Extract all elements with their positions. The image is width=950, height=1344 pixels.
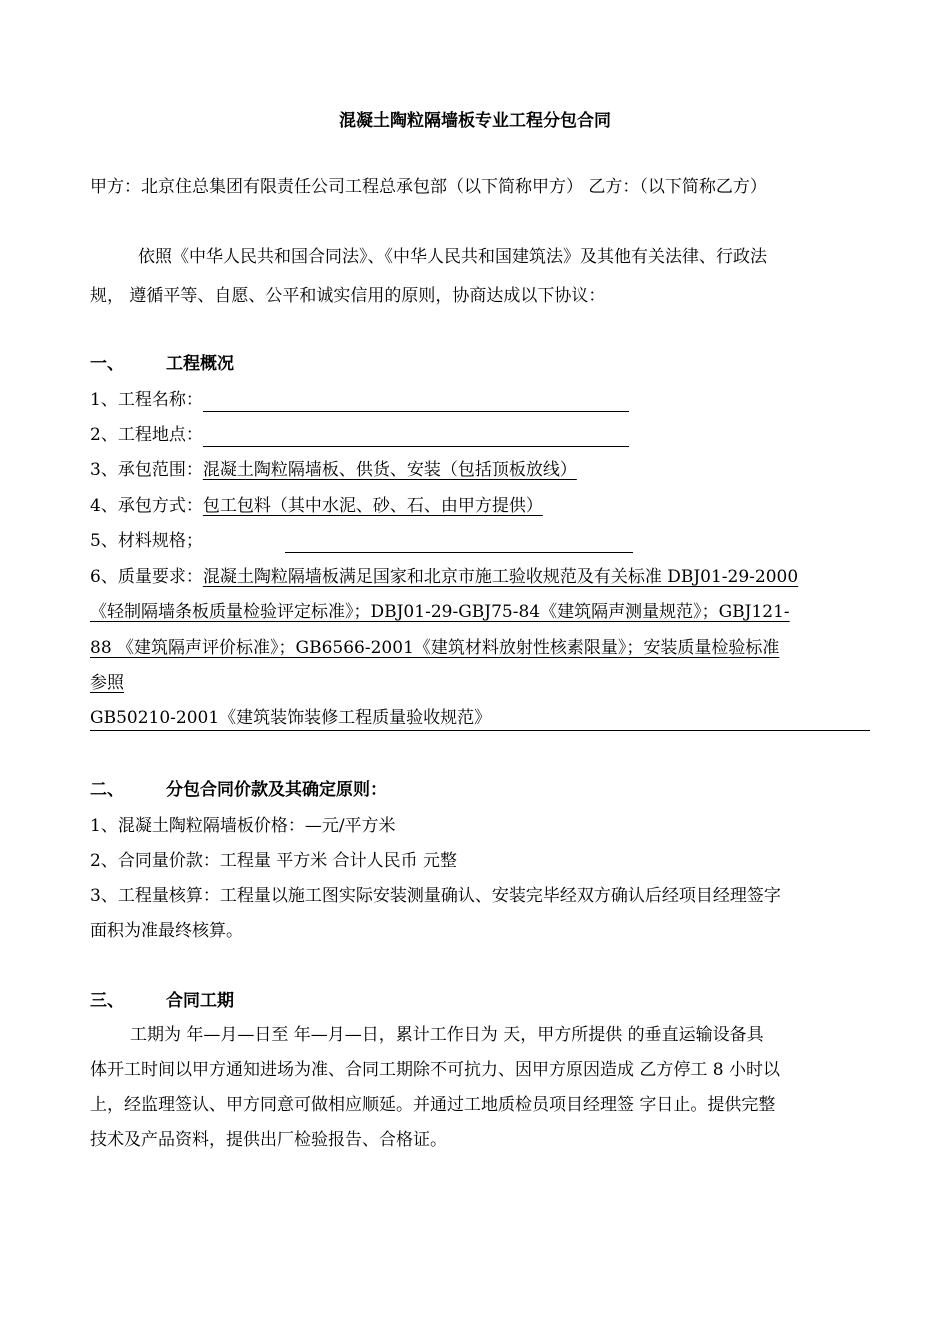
quality-line-3: 88 《建筑隔声评价标准》；GB6566-2001《建筑材料放射性核素限量》；安装质量检验标准 xyxy=(90,638,780,658)
section-2-number: 二、 xyxy=(90,780,124,800)
section-1-title: 工程概况 xyxy=(166,354,234,374)
project-name-blank xyxy=(203,391,629,412)
section-1-heading xyxy=(90,352,234,376)
item-quality-requirements xyxy=(90,565,798,589)
section-3-heading xyxy=(90,989,234,1013)
preamble-line-2: 规， 遵循平等、自愿、公平和诚实信用的原则，协商达成以下协议： xyxy=(90,286,606,306)
quality-label: 6、质量要求： xyxy=(90,567,203,587)
scope-label: 3、承包范围： xyxy=(90,460,203,480)
price-item-3-line-2: 面积为准最终核算。 xyxy=(90,921,243,941)
item-scope xyxy=(90,458,577,482)
project-location-label: 2、工程地点： xyxy=(90,425,203,445)
section-1-number: 一、 xyxy=(90,354,124,374)
quality-underline-rule xyxy=(90,730,870,731)
section-2-title: 分包合同价款及其确定原则： xyxy=(166,780,387,800)
price-item-3-line-1: 3、工程量核算：工程量以施工图实际安装测量确认、安装完毕经双方确认后经项目经理签字 xyxy=(90,886,781,906)
section-3-title: 合同工期 xyxy=(166,991,234,1011)
section-2-heading xyxy=(90,778,387,802)
section-3-number: 三、 xyxy=(90,991,124,1011)
contract-mode-value: 包工包料（其中水泥、砂、石、由甲方提供） xyxy=(202,496,543,516)
quality-line-2: 《轻制隔墙条板质量检验评定标准》；DBJ01-29-GBJ75-84《建筑隔声测量规范》；GBJ121- xyxy=(90,602,790,622)
schedule-line-3: 上，经监理签认、甲方同意可做相应顺延。并通过工地质检员项目经理签 字日止。提供完整 xyxy=(90,1095,776,1115)
item-material-spec xyxy=(90,529,633,553)
document-title: 混凝土陶粒隔墙板专业工程分包合同 xyxy=(339,111,611,131)
project-name-label: 1、工程名称： xyxy=(90,390,203,410)
item-project-location xyxy=(90,423,629,447)
contract-mode-label: 4、承包方式： xyxy=(90,496,203,516)
quality-line-1: 混凝土陶粒隔墙板满足国家和北京市施工验收规范及有关标准 DBJ01-29-2000 xyxy=(202,567,799,587)
parties-line: 甲方：北京住总集团有限责任公司工程总承包部（以下简称甲方） 乙方：（以下简称乙方） xyxy=(90,177,767,197)
item-project-name xyxy=(90,388,629,412)
material-spec-label: 5、材料规格； xyxy=(90,531,203,551)
price-item-2: 2、合同量价款：工程量 平方米 合计人民币 元整 xyxy=(90,851,458,871)
preamble-line-1: 依照《中华人民共和国合同法》、《中华人民共和国建筑法》及其他有关法律、行政法 xyxy=(138,247,767,267)
schedule-line-2: 体开工时间以甲方通知进场为准、合同工期除不可抗力、因甲方原因造成 乙方停工 8 小时以 xyxy=(90,1060,781,1080)
quality-line-4: 参照 xyxy=(90,673,124,693)
material-spec-blank xyxy=(285,532,633,553)
project-location-blank xyxy=(203,426,629,447)
scope-value: 混凝土陶粒隔墙板、供货、安装（包括顶板放线） xyxy=(202,460,577,480)
schedule-line-4: 技术及产品资料，提供出厂检验报告、合格证。 xyxy=(90,1130,447,1150)
quality-line-5: GB50210-2001《建筑装饰装修工程质量验收规范》 xyxy=(90,708,492,728)
schedule-line-1: 工期为 年—月—日至 年—月—日，累计工作日为 天，甲方所提供 的垂直运输设备具 xyxy=(130,1025,764,1045)
price-item-1: 1、混凝土陶粒隔墙板价格：—元/平方米 xyxy=(90,816,396,836)
item-contract-mode xyxy=(90,494,543,518)
